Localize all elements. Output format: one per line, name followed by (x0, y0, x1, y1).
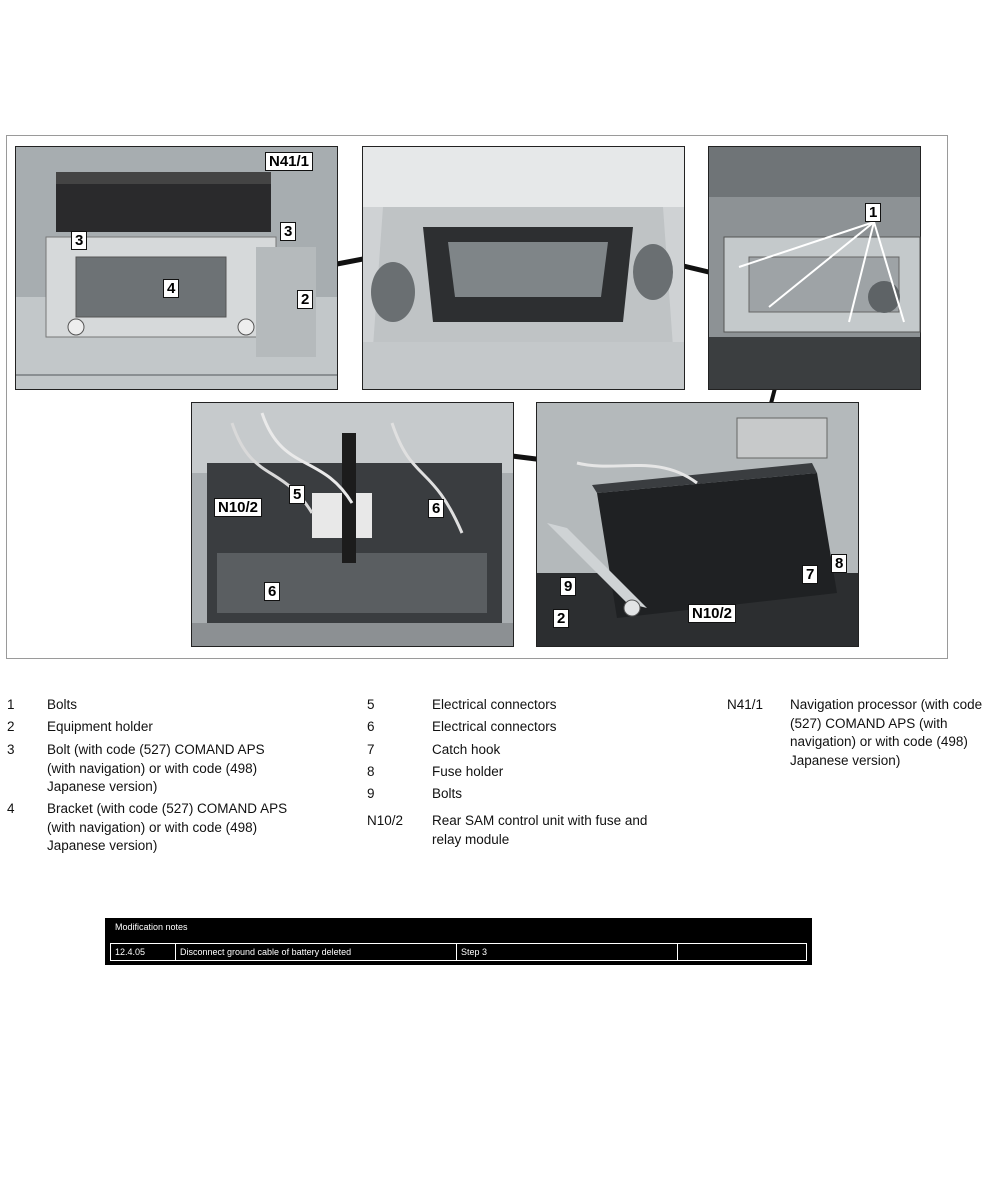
callout-n10-2-right: N10/2 (688, 604, 736, 623)
legend-key: 2 (7, 719, 15, 734)
legend-text: Fuse holder (432, 764, 504, 779)
legend-key: 9 (367, 786, 375, 801)
legend-text: Bolts (432, 786, 463, 801)
callout-7: 7 (802, 565, 818, 584)
note-extra (678, 944, 807, 961)
legend-text: Equipment holder (47, 719, 153, 734)
legend-key: 7 (367, 742, 375, 757)
legend-text: Catch hook (432, 742, 501, 757)
legend-text: Electrical connectors (432, 719, 557, 734)
callout-8: 8 (831, 554, 847, 573)
table-row (111, 944, 807, 961)
legend-text: Bracket (with code (527) COMAND APS (with navigation) or with code (498) Japanese version) (47, 801, 288, 853)
legend-key: 6 (367, 719, 375, 734)
callout-3-left: 3 (71, 231, 87, 250)
legend-text: Rear SAM control unit with fuse and relay module (432, 813, 648, 847)
legend-key: 1 (7, 697, 15, 712)
legend-text: Bolts (47, 697, 78, 712)
legend-key: N10/2 (367, 813, 404, 828)
note-date: 12.4.05 (111, 944, 176, 961)
callout-3-right: 3 (280, 222, 296, 241)
legend-text: Bolt (with code (527) COMAND APS (with navigation) or with code (498) Japanese version) (47, 742, 265, 794)
legend-text-clip (790, 696, 983, 768)
callout-n41-1: N41/1 (265, 152, 313, 171)
callout-2-lower: 2 (553, 609, 569, 628)
callout-6-right: 6 (428, 499, 444, 518)
legend-key: 4 (7, 801, 15, 816)
legend-key: N41/1 (727, 697, 764, 712)
modification-notes-table (110, 943, 807, 961)
legend-text: Navigation processor (with code (527) COMAND APS (with navigation) or with code (498) Japanese version) (790, 697, 983, 768)
callout-2: 2 (297, 290, 313, 309)
legend-key: 3 (7, 742, 15, 757)
callout-5: 5 (289, 485, 305, 504)
legend-text: Electrical connectors (432, 697, 557, 712)
modification-notes-title: Modification notes (115, 922, 188, 932)
callout-6-bottom: 6 (264, 582, 280, 601)
modification-notes (105, 918, 812, 965)
note-step: Step 3 (457, 944, 678, 961)
callout-1: 1 (865, 203, 881, 222)
note-description: Disconnect ground cable of battery deleted (176, 944, 457, 961)
callout-n10-2-left: N10/2 (214, 498, 262, 517)
legend-key: 8 (367, 764, 375, 779)
callout-9: 9 (560, 577, 576, 596)
legend-key: 5 (367, 697, 375, 712)
callout-4: 4 (163, 279, 179, 298)
